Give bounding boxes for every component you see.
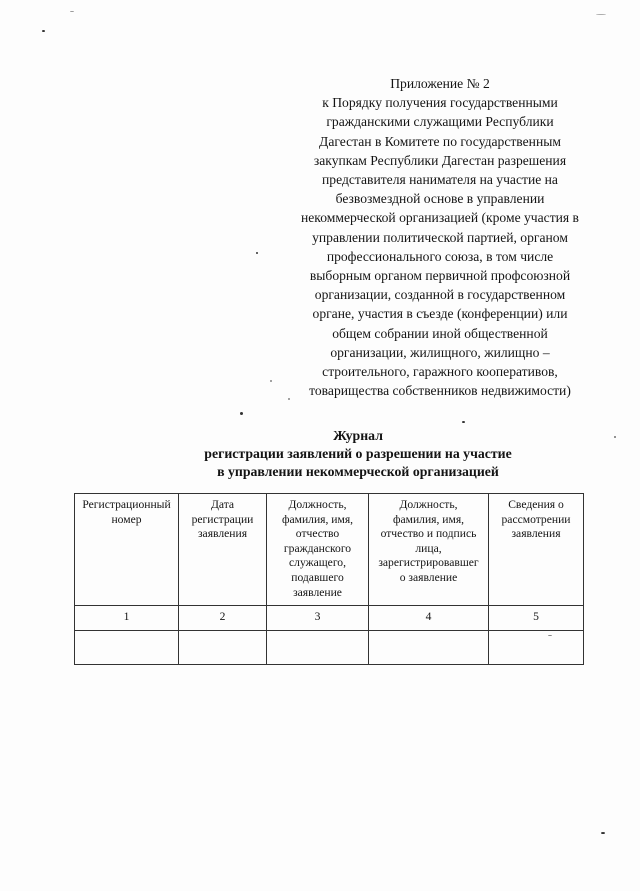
appendix-line: Дагестан в Комитете по государственным	[319, 133, 561, 149]
scan-speck	[614, 436, 616, 438]
appendix-line: строительного, гаражного кооперативов,	[322, 364, 558, 380]
appendix-line: управлении политической партией, органом	[312, 229, 568, 245]
column-number-cell: 4	[369, 606, 489, 631]
scan-speck	[42, 30, 45, 32]
registration-table	[74, 493, 584, 665]
header-cell-registration-date: Дата регистрации заявления	[179, 494, 267, 606]
scan-speck	[256, 252, 258, 254]
column-number-cell: 3	[267, 606, 369, 631]
column-number-cell: 1	[75, 606, 179, 631]
appendix-line: товарищества собственников недвижимости)	[309, 383, 571, 399]
appendix-line: закупкам Республики Дагестан разрешения	[313, 152, 567, 168]
scan-speck	[548, 635, 552, 636]
journal-heading	[150, 427, 566, 481]
appendix-line: Приложение № 2	[390, 76, 490, 91]
scan-speck	[70, 11, 74, 12]
scan-speck	[596, 14, 606, 15]
header-cell-applicant: Должность, фамилия, имя, отчество гражданского служащего, подавшего заявление	[267, 494, 369, 606]
header-cell-registration-number: Регистрационный номер	[75, 494, 179, 606]
empty-cell	[267, 631, 369, 665]
appendix-line: профессионального союза, в том числе	[326, 248, 554, 264]
empty-cell	[179, 631, 267, 665]
scan-speck	[288, 398, 290, 400]
column-number-cell: 5	[489, 606, 584, 631]
table-empty-row	[75, 631, 584, 665]
scan-speck	[462, 421, 465, 423]
scan-speck	[601, 832, 605, 834]
appendix-line: некоммерческой организацией (кроме участия в	[301, 210, 579, 226]
appendix-line: организации, жилищного, жилищно –	[330, 344, 550, 360]
table-header-row	[75, 494, 584, 606]
scan-speck	[240, 412, 243, 415]
appendix-line: представителя нанимателя на участие на	[322, 172, 558, 188]
header-cell-registrar: Должность, фамилия, имя, отчество и подпись лица, зарегистрировавшег о заявление	[369, 494, 489, 606]
appendix-line: организации, созданной в государственном	[314, 287, 566, 303]
appendix-line: к Порядку получения государственными	[322, 95, 558, 111]
scan-speck	[270, 380, 272, 382]
appendix-line: общем собрании иной общественной	[332, 325, 548, 341]
empty-cell	[369, 631, 489, 665]
journal-subtitle-line: в управлении некоммерческой организацией	[217, 464, 499, 479]
appendix-line: выборным органом первичной профсоюзной	[309, 268, 571, 284]
appendix-line: органе, участия в съезде (конференции) или	[312, 306, 568, 322]
empty-cell	[489, 631, 584, 665]
appendix-block	[276, 74, 604, 400]
journal-subtitle-line: регистрации заявлений о разрешении на участие	[204, 446, 512, 461]
appendix-line: гражданскими служащими Республики	[326, 114, 554, 130]
appendix-line: безвозмездной основе в управлении	[335, 191, 545, 207]
header-cell-review-info: Сведения о рассмотрении заявления	[489, 494, 584, 606]
table-number-row	[75, 606, 584, 631]
column-number-cell: 2	[179, 606, 267, 631]
empty-cell	[75, 631, 179, 665]
journal-title: Журнал	[333, 428, 383, 443]
